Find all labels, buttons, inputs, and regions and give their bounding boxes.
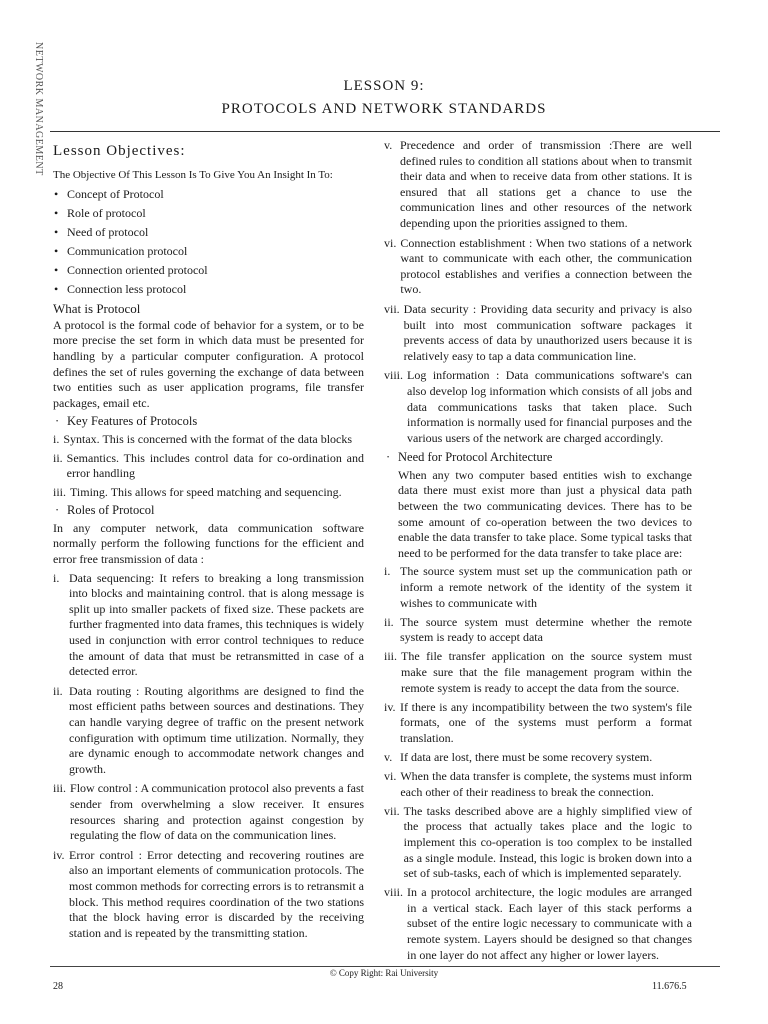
item-text: The file transfer application on the source system must make sure that the file management program within the remote system is ready to accept the data from the source. [401, 649, 692, 695]
item-text: Data routing : Routing algorithms are designed to find the most efficient paths between sources and destinations. They can handle varying degree of traffic on the present network configuration with optimum time utilization. Normally, they are dynamic enough to accommodate network changes and growth. [69, 683, 364, 776]
list-item [384, 615, 692, 646]
item-text: If there is any incompatibility between the two system's file formats, one of the systems must perform a format translation. [400, 699, 692, 745]
list-item [384, 885, 692, 963]
item-text: Precedence and order of transmission :There are well defined rules to condition all stations about when to transmit their data and when to receive data from other stations. It is ensured that all stations get a chance to use the communication lines and other resources of the network depending upon the priorities assigned to them. [400, 138, 692, 230]
item-text: Log information : Data communications software's can also develop log information which consists of all jobs and data communications tasks that taken place. Such information is normally used for financial purposes and the various users of the network are charged accordingly. [407, 368, 692, 445]
list-item [384, 750, 692, 766]
item-marker: iii. [53, 484, 67, 499]
item-text: The source system must determine whether the remote system is ready to accept data [400, 614, 692, 645]
item-text: When the data transfer is complete, the systems must inform each other of their readiness to break the connection. [400, 769, 692, 799]
what-is-protocol-text: A protocol is the formal code of behavior for a system, or to be more precise the set form in which data must be presented for handling by a particular computer configuration. A protocol defines the set of rules governing the exchange of data between two entities such as user application programs, file transfer packages, email etc. [53, 317, 364, 410]
list-item: • Connection oriented protocol [53, 263, 364, 279]
objectives-list [53, 187, 364, 298]
what-is-protocol-heading: What is Protocol [53, 301, 141, 317]
objectives-intro: The Objective Of This Lesson Is To Give You An Insight In To: [53, 168, 333, 181]
roles-heading: · Roles of Protocol [53, 503, 364, 519]
list-item [384, 700, 692, 747]
item-text: The tasks described above are a highly simplified view of the process that actually takes place and the logic to implement this co-operation is too complex to be installed as a single module. Instead, this logic is broken down into a set of sub-tasks, each of which is implemented separately. [403, 803, 692, 881]
list-item [53, 781, 364, 843]
list-item [384, 769, 692, 800]
item-text: Flow control : A communication protocol also prevents a fast sender from overwhelming a slow receiver. It ensures resources sharing and protection against congestion by regulating the flow of data on the communication lines. [70, 781, 364, 843]
key-features-heading: · Key Features of Protocols [53, 414, 364, 430]
list-item: • Role of protocol [53, 206, 364, 222]
item-text: Data sequencing: It refers to breaking a long transmission into blocks and maintaining control. that is along message is split up into smaller packets of fixed size. These packets are further fragmented into data frames, this techniques is widely used in conjunction with error control techniques to reduce the amount of data that must be retransmitted in case of a detected error. [69, 570, 364, 679]
list-item [384, 138, 692, 232]
item-marker: viii. [384, 368, 404, 383]
list-item [53, 432, 364, 448]
page-number: 28 [53, 981, 63, 992]
list-item: • Communication protocol [53, 244, 364, 260]
item-marker: iv. [384, 699, 396, 714]
list-item [384, 302, 692, 364]
item-text: If data are lost, there must be some recovery system. [400, 749, 653, 764]
list-item [384, 236, 692, 298]
list-item: • Need of protocol [53, 225, 364, 241]
item-text: Connection establishment : When two stations of a network want to communicate with each other, the communication protocol establishes and verifies a connection between the two. [400, 235, 692, 297]
lesson-number: LESSON 9: [343, 78, 425, 94]
item-marker: vii. [384, 803, 400, 818]
item-text: Error control : Error detecting and recovering routines are also an important elements of communication protocols. The most common methods for correcting errors is to retransmit a block. This method requires coordination of the two stations that the block having error is discarded by the receiving station and is repeated by the transmitting station. [69, 847, 364, 940]
left-column [53, 138, 364, 945]
list-item [53, 848, 364, 942]
item-text: Semantics. This includes control data for co-ordination and error handling [66, 450, 364, 481]
item-text: Syntax. This is concerned with the format of the data blocks [63, 431, 353, 446]
list-item [384, 564, 692, 611]
list-item [384, 804, 692, 882]
footer-rule [50, 966, 720, 967]
list-item [53, 684, 364, 778]
objectives-heading: Lesson Objectives: [53, 143, 186, 159]
item-marker: vi. [384, 235, 397, 250]
document-code: 11.676.5 [652, 981, 687, 992]
list-item [53, 451, 364, 482]
item-text: Data security : Providing data security and privacy is also built into most communication software packages it prevents access of data by unauthorized users because it is relatively easy to tap a data communication line. [403, 301, 692, 363]
header-rule [50, 131, 720, 132]
list-item: • Connection less protocol [53, 282, 364, 298]
item-marker: iii. [384, 649, 398, 664]
need-for-architecture-heading: · Need for Protocol Architecture [384, 450, 692, 466]
list-item [384, 649, 692, 696]
item-marker: iv. [53, 847, 65, 862]
item-marker: i. [384, 564, 391, 579]
item-marker: viii. [384, 885, 404, 900]
side-label: NETWORK MANAGEMENT [33, 42, 44, 176]
list-item [384, 368, 692, 446]
right-column [384, 138, 692, 967]
item-marker: i. [53, 431, 60, 446]
item-marker: ii. [53, 683, 63, 698]
item-marker: vi. [384, 769, 397, 784]
page-title: PROTOCOLS AND NETWORK STANDARDS [221, 101, 547, 117]
need-for-architecture-text: When any two computer based entities wish to exchange data there must exist more than just a physical data path between the two communicating devices. There has to be some amount of co-operation between the two devices to enable the data transfer to take place. Some typical tasks that need to be performed for the data transfer to take place are: [398, 467, 692, 560]
item-marker: v. [384, 138, 393, 152]
item-text: Timing. This allows for speed matching and sequencing. [70, 484, 342, 499]
item-marker: vii. [384, 301, 400, 316]
item-marker: ii. [53, 450, 63, 465]
roles-intro: In any computer network, data communication software normally perform the following functions for the efficient and error free transmission of data : [53, 520, 364, 567]
item-marker: i. [53, 570, 60, 585]
list-item: • Concept of Protocol [53, 187, 364, 203]
list-item [53, 571, 364, 680]
item-text: In a protocol architecture, the logic modules are arranged in a vertical stack. Each layer of this stack performs a subset of the entire logic necessary to communicate with a remote system. Layers should be designed so that changes in one layer do not affect any higher or lower layers. [407, 885, 692, 962]
copyright-notice: © Copy Right: Rai University [329, 968, 439, 978]
item-marker: iii. [53, 781, 67, 796]
list-item [53, 485, 364, 501]
title-block [0, 78, 768, 118]
item-text: The source system must set up the communication path or inform a remote network of the identity of the system it wishes to communicate with [400, 564, 692, 610]
item-marker: v. [384, 749, 393, 764]
item-marker: ii. [384, 614, 394, 629]
